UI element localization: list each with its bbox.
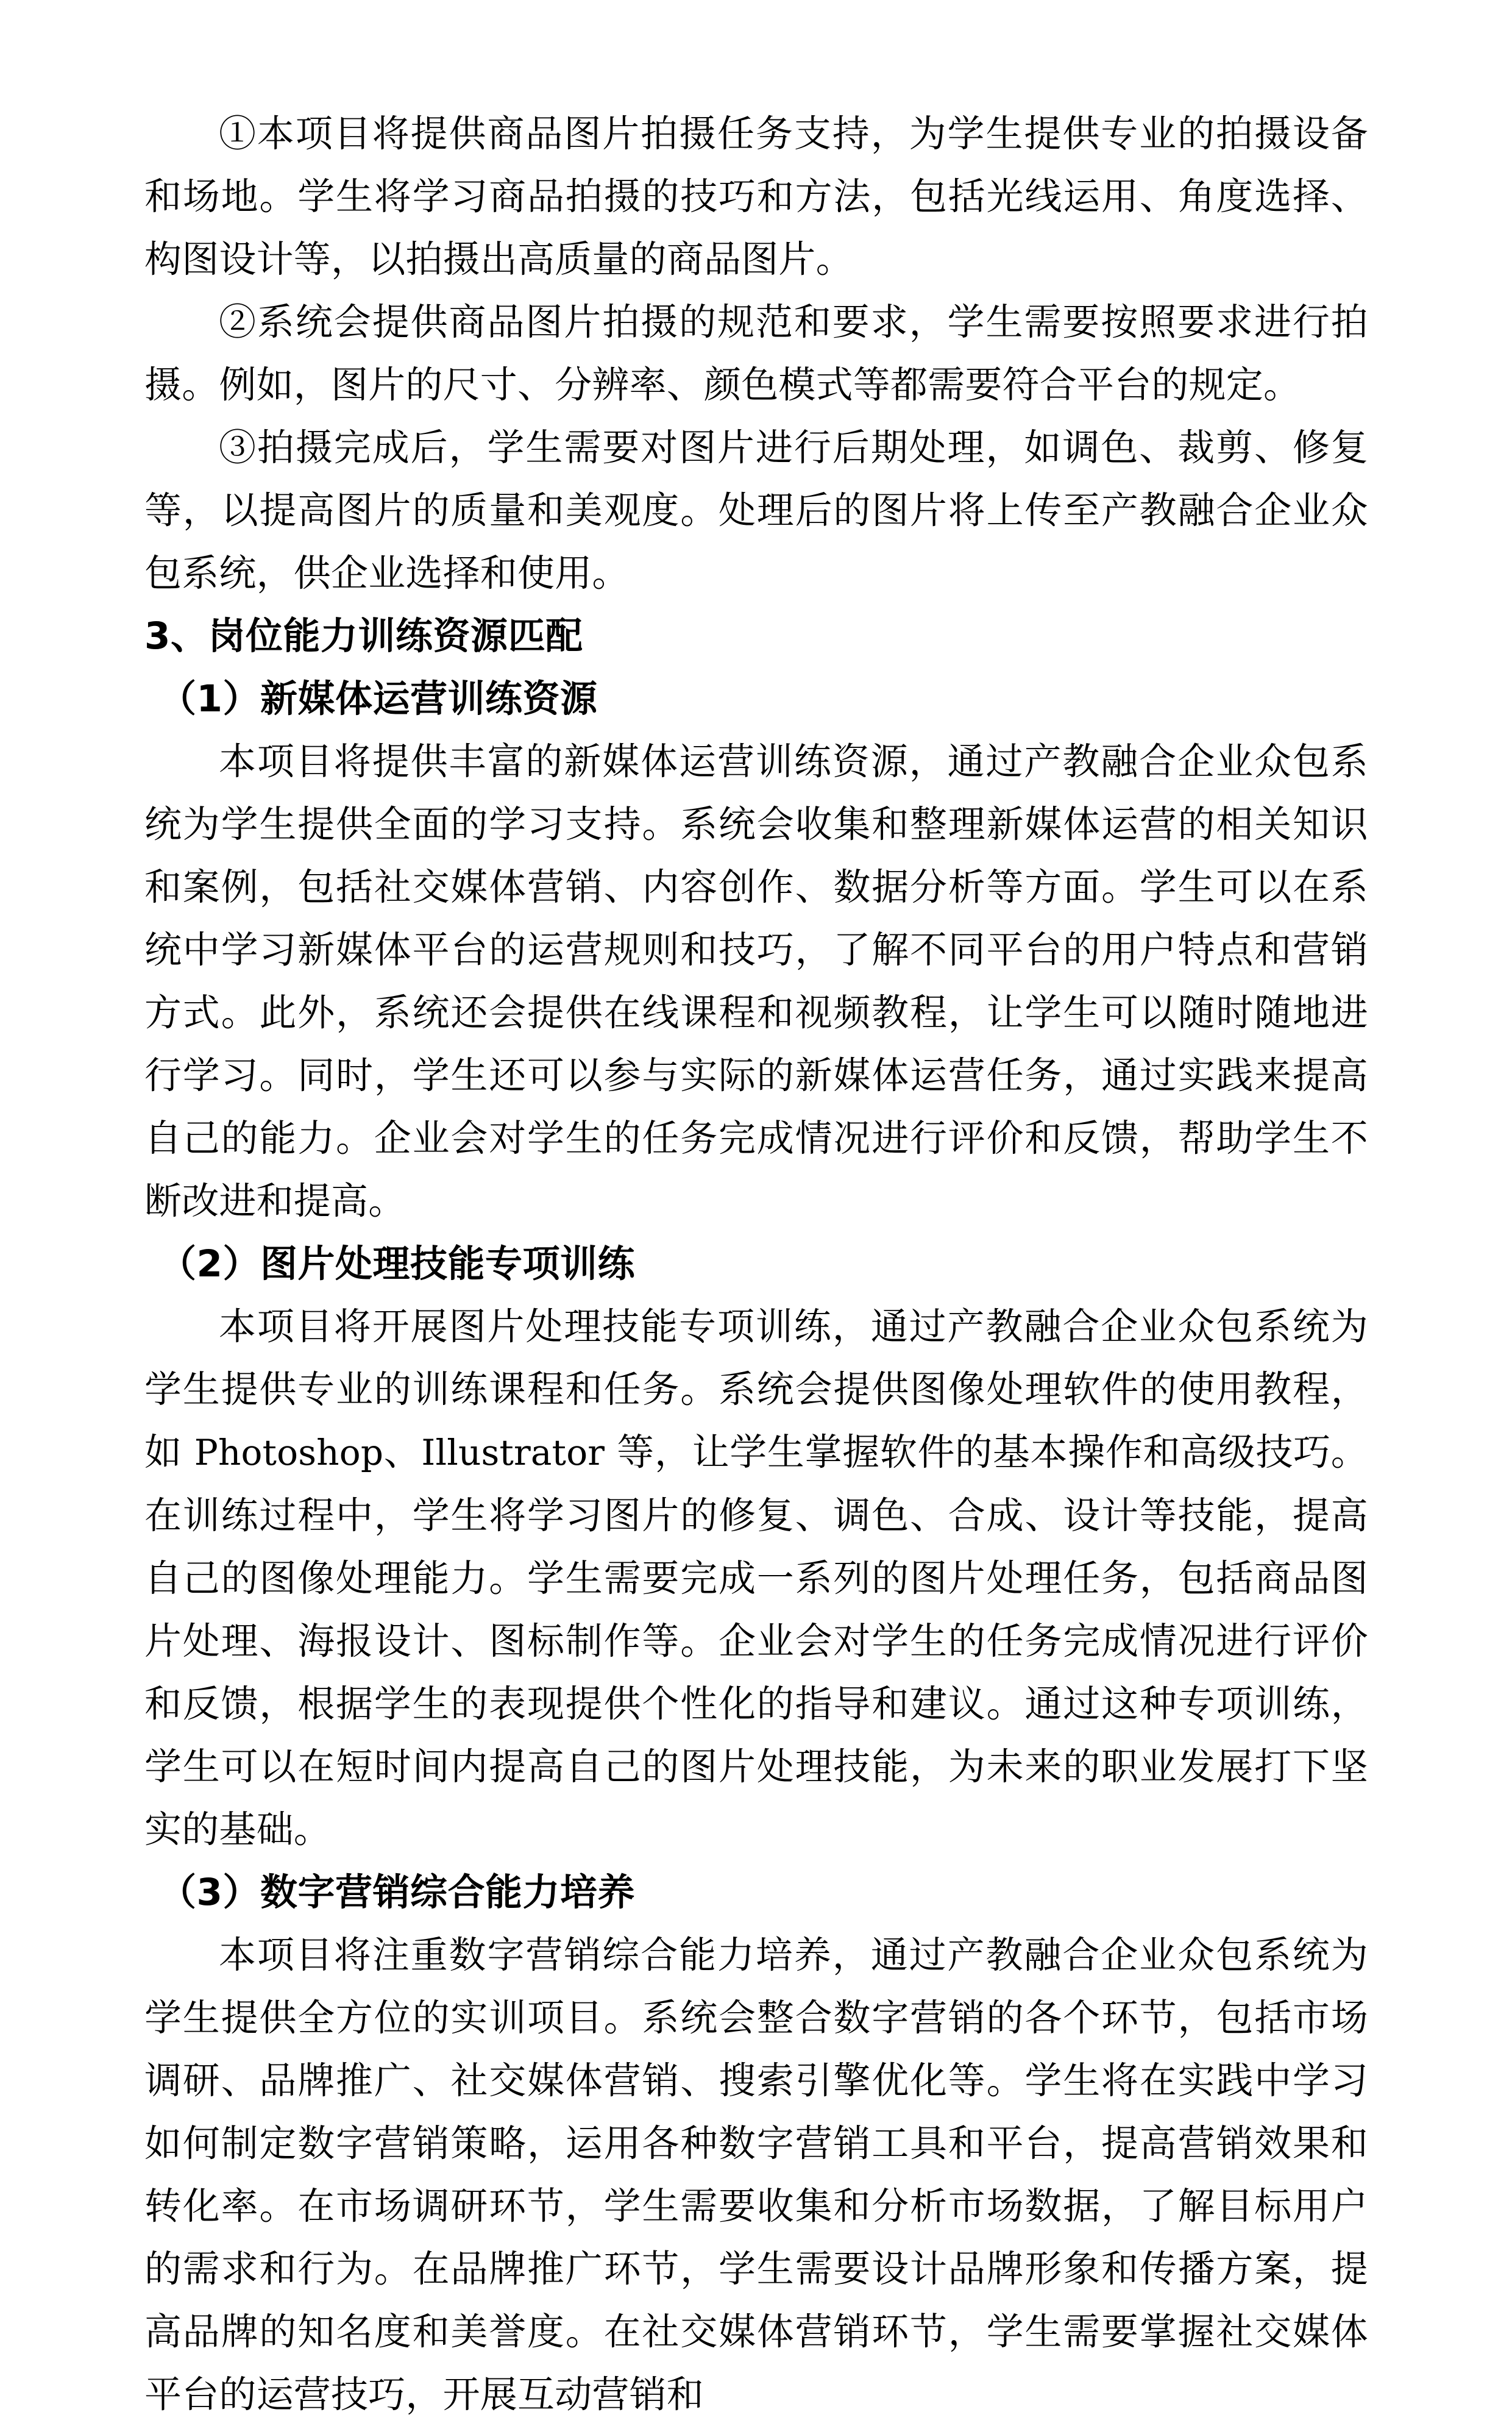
paragraph-item-2: ②系统会提供商品图片拍摄的规范和要求，学生需要按照要求进行拍摄。例如，图片的尺寸、分辨率、颜色模式等都需要符合平台的规定。 <box>144 301 1368 407</box>
heading-subsection-3: （3）数字营销综合能力培养 <box>159 1871 635 1914</box>
document-text-column <box>144 102 1368 2426</box>
heading-subsection-1: （1）新媒体运营训练资源 <box>159 677 598 720</box>
text-run-before-latin: 本项目将开展图片处理技能专项训练，通过产教融合企业众包系统为学生提供专业的训练课程和任务。系统会提供图像处理软件的使用教程，如 <box>144 1305 1368 1474</box>
heading-section-3: 3、岗位能力训练资源匹配 <box>144 614 583 658</box>
paragraph-subsection-2-body <box>144 1295 1368 1861</box>
text-run-after-latin: 等，让学生掌握软件的基本操作和高级技巧。在训练过程中，学生将学习图片的修复、调色、合成、设计等技能，提高自己的图像处理能力。学生需要完成一系列的图片处理任务，包括商品图片处理、海报设计、图标制作等。企业会对学生的任务完成情况进行评价和反馈，根据学生的表现提供个性化的指导和建议。通过这种专项训练，学生可以在短时间内提高自己的图片处理技能，为未来的职业发展打下坚实的基础。 <box>144 1431 1369 1851</box>
paragraph-subsection-3-body: 本项目将注重数字营销综合能力培养，通过产教融合企业众包系统为学生提供全方位的实训项目。系统会整合数字营销的各个环节，包括市场调研、品牌推广、社交媒体营销、搜索引擎优化等。学生将在实践中学习如何制定数字营销策略，运用各种数字营销工具和平台，提高营销效果和转化率。在市场调研环节，学生需要收集和分析市场数据，了解目标用户的需求和行为。在品牌推广环节，学生需要设计品牌形象和传播方案，提高品牌的知名度和美誉度。在社交媒体营销环节，学生需要掌握社交媒体平台的运营技巧，开展互动营销和 <box>144 1933 1368 2416</box>
paragraph-subsection-1-body: 本项目将提供丰富的新媒体运营训练资源，通过产教融合企业众包系统为学生提供全面的学习支持。系统会收集和整理新媒体运营的相关知识和案例，包括社交媒体营销、内容创作、数据分析等方面。学生可以在系统中学习新媒体平台的运营规则和技巧，了解不同平台的用户特点和营销方式。此外，系统还会提供在线课程和视频教程，让学生可以随时随地进行学习。同时，学生还可以参与实际的新媒体运营任务，通过实践来提高自己的能力。企业会对学生的任务完成情况进行评价和反馈，帮助学生不断改进和提高。 <box>144 740 1368 1223</box>
software-name-illustrator: Illustrator <box>421 1432 605 1473</box>
paragraph-item-3: ③拍摄完成后，学生需要对图片进行后期处理，如调色、裁剪、修复等，以提高图片的质量和美观度。处理后的图片将上传至产教融合企业众包系统，供企业选择和使用。 <box>144 426 1368 595</box>
paragraph-item-1: ①本项目将提供商品图片拍摄任务支持，为学生提供专业的拍摄设备和场地。学生将学习商品拍摄的技巧和方法，包括光线运用、角度选择、构图设计等，以拍摄出高质量的商品图片。 <box>144 112 1368 281</box>
text-run-separator: 、 <box>383 1431 422 1474</box>
heading-subsection-2: （2）图片处理技能专项训练 <box>159 1242 635 1286</box>
software-name-photoshop: Photoshop <box>194 1432 384 1473</box>
